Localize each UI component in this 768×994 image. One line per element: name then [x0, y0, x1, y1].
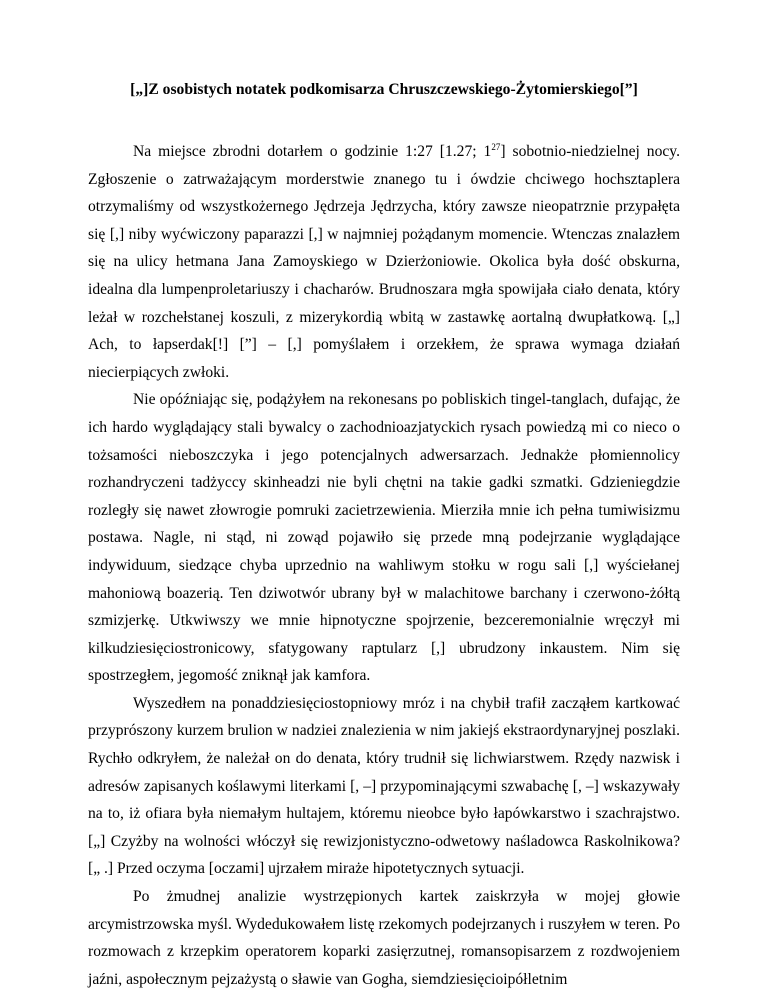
paragraph-3: Wyszedłem na ponaddziesięciostopniowy mróz i na chybił trafił zacząłem kartkować przyprószony kurzem brulion w nadziei znalezienia w nim jakiejś ekstraordynaryjnej poszlaki. Rychło odkryłem, że należał on do denata, który trudnił się lichwiarstwem. Rzędy nazwisk i adresów zapisanych koślawymi literkami [, –] przypominającymi szwabachę [, –] wskazywały na to, iż ofiara była niemałym hultajem, któremu nieobce było łapówkarstwo i szachrajstwo. [„] Czyżby na wolności włóczył się rewizjonistyczno-odwetowy naśladowca Raskolnikowa? [„ .] Przed oczyma [oczami] ujrzałem miraże hipotetycznych sytuacji. [88, 694, 680, 878]
paragraph-1 [88, 138, 680, 386]
document-title: [„]Z osobistych notatek podkomisarza Chruszczewskiego-Żytomierskiego[”] [130, 81, 638, 98]
paragraph-4: Po żmudnej analizie wystrzępionych kartek zaiskrzyła w mojej głowie arcymistrzowska myśl. Wydedukowałem listę rzekomych podejrzanych i ruszyłem w teren. Po rozmowach z krzepkim operatorem koparki zasięrzutnej, romansopisarzem z rozdwojeniem jaźni, aspołecznym pejzażystą o sławie van Gogha, siemdziesięcioipółletnim [88, 888, 680, 988]
document-body [88, 138, 680, 993]
paragraph-1-text-end: ] sobotnio-niedzielnej nocy. Zgłoszenie o zatrważającym morderstwie znanego tu i ówdzie chciwego hochsztaplera otrzymaliśmy od wszystkożernego Jędrzeja Jędrzycha, który zawsze nieopatrznie przypałęta się [,] niby wyćwiczony paparazzi [,] w najmniej pożądanym momencie. Wtenczas znalazłem się na ulicy hetmana Jana Zamoyskiego w Dzierżoniowie. Okolica była dość obskurna, idealna dla lumpenproletariuszy i chacharów. Brudnoszara mgła spowijała ciało denata, który leżał w rozchełstanej koszuli, z mizerykordią wbitą w zastawkę aortalną dwupłatkową. [„] Ach, to łapserdak[!] [”] – [,] pomyślałem i orzekłem, że sprawa wymaga działań niecierpiących zwłoki. [88, 143, 680, 381]
superscript-27: 27 [491, 142, 501, 152]
paragraph-1-text-start: Na miejsce zbrodni dotarłem o godzinie 1:27 [1.27; 1 [133, 143, 492, 160]
paragraph-2: Nie opóźniając się, podążyłem na rekonesans po pobliskich tingel-tanglach, dufając, że ich hardo wyglądający stali bywalcy o zachodnioazjatyckich rysach powiedzą mi co nieco o tożsamości nieboszczyka i jego potencjalnych adwersarzach. Jednakże płomiennolicy rozhandryczeni tadżyccy skinheadzi nie byli chętni na takie gadki szmatki. Gdzieniegdzie rozległy się nawet złowrogie pomruki zacietrzewienia. Mierziła mnie ich pełna tumiwisizmu postawa. Nagle, ni stąd, ni zowąd pojawiło się przede mną podejrzanie wyglądające indywiduum, siedzące chyba uprzednio na wahliwym stołku w rogu sali [,] wyściełanej mahoniową boazerią. Ten dziwotwór ubrany był w malachitowe barchany i czerwono-żółtą szmizjerkę. Utkwiwszy we mnie hipnotyczne spojrzenie, bezceremonialnie wręczył mi kilkudziesięciostronicowy, sfatygowany raptularz [,] ubrudzony inkaustem. Nim się spostrzegłem, jegomość zniknął jak kamfora. [88, 391, 680, 685]
